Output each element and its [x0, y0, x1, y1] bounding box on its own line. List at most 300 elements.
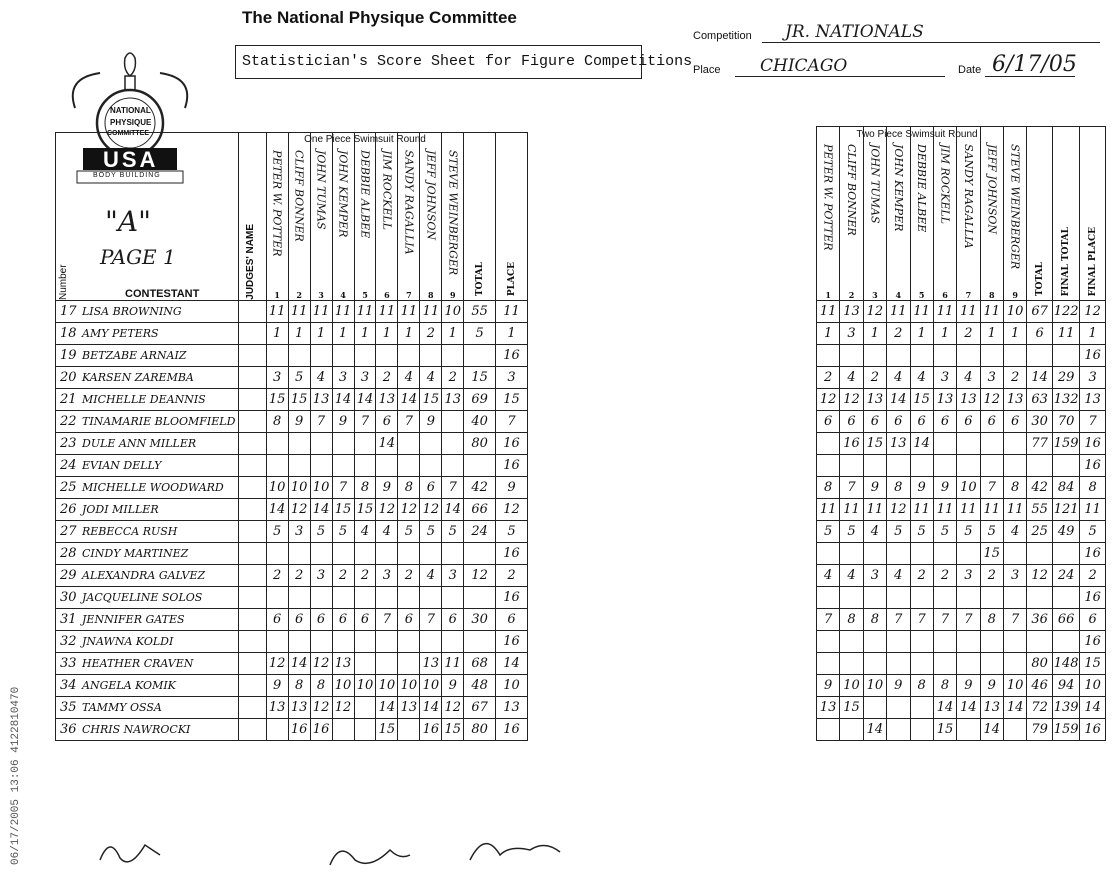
score-cell: 11 [980, 301, 1003, 323]
judges-blank-cell [238, 631, 266, 653]
score-cell [376, 631, 398, 653]
score-cell: 5 [398, 521, 420, 543]
total-cell [464, 345, 496, 367]
total-cell: 80 [464, 433, 496, 455]
score-cell: 14 [310, 499, 332, 521]
score-cell: 11 [910, 301, 933, 323]
score-cell [354, 631, 376, 653]
score-cell: 7 [310, 411, 332, 433]
final-place-cell: 10 [1080, 675, 1106, 697]
total-cell: 14 [1027, 367, 1053, 389]
place-cell: 10 [496, 675, 528, 697]
score-cell: 5 [887, 521, 910, 543]
table-row [56, 587, 528, 609]
contestant-name: ALEXANDRA GALVEZ [82, 569, 206, 582]
score-cell: 16 [288, 719, 310, 741]
score-cell [910, 587, 933, 609]
total-label: TOTAL [474, 261, 485, 296]
contestant-name: CINDY MARTINEZ [82, 547, 189, 560]
contestant-cell [56, 587, 239, 609]
score-cell: 10 [1004, 301, 1027, 323]
score-cell: 16 [310, 719, 332, 741]
score-cell: 14 [910, 433, 933, 455]
contestant-name: MICHELLE DEANNIS [82, 393, 206, 406]
score-cell: 6 [863, 411, 886, 433]
score-cell: 8 [840, 609, 863, 631]
score-cell: 1 [442, 323, 464, 345]
score-cell [288, 631, 310, 653]
score-cell [1004, 587, 1027, 609]
logo-text-top: NATIONAL [110, 106, 151, 115]
total-cell: 48 [464, 675, 496, 697]
table-row [56, 609, 528, 631]
score-cell [840, 587, 863, 609]
judge-number: 6 [384, 290, 390, 300]
table-row [817, 675, 1106, 697]
total-cell [464, 543, 496, 565]
score-cell: 13 [840, 301, 863, 323]
score-cell [420, 455, 442, 477]
score-cell: 7 [1004, 609, 1027, 631]
total-label-header [464, 133, 496, 301]
judge-column-4 [887, 127, 910, 301]
score-cell [1004, 631, 1027, 653]
total-cell: 80 [1027, 653, 1053, 675]
final-total-cell: 29 [1052, 367, 1079, 389]
score-cell [354, 719, 376, 741]
score-cell: 4 [354, 521, 376, 543]
score-cell: 12 [980, 389, 1003, 411]
score-cell: 4 [887, 565, 910, 587]
score-cell [1004, 455, 1027, 477]
total-cell [464, 587, 496, 609]
score-cell [288, 587, 310, 609]
judge-name: PETER W. POTTER [270, 150, 284, 257]
score-cell [1004, 543, 1027, 565]
score-cell [887, 631, 910, 653]
score-cell: 2 [1004, 367, 1027, 389]
score-cell: 1 [332, 323, 354, 345]
score-cell [887, 587, 910, 609]
score-cell: 1 [354, 323, 376, 345]
score-cell: 7 [817, 609, 840, 631]
judge-name: CLIFF BONNER [845, 144, 859, 236]
table-row [817, 587, 1106, 609]
score-cell: 13 [332, 653, 354, 675]
final-place-cell: 14 [1080, 697, 1106, 719]
contestant-number: 35 [60, 700, 77, 715]
score-cell: 7 [332, 477, 354, 499]
score-cell [887, 455, 910, 477]
score-cell: 7 [887, 609, 910, 631]
final-place-cell: 7 [1080, 411, 1106, 433]
table-row [817, 653, 1106, 675]
place-cell: 16 [496, 631, 528, 653]
contestant-cell [56, 477, 239, 499]
score-cell [310, 433, 332, 455]
table-row [56, 367, 528, 389]
score-cell: 12 [376, 499, 398, 521]
score-cell [840, 345, 863, 367]
score-cell [354, 345, 376, 367]
score-cell: 1 [817, 323, 840, 345]
score-cell [817, 653, 840, 675]
score-cell: 6 [332, 609, 354, 631]
final-place-cell: 16 [1080, 631, 1106, 653]
page-mark: PAGE 1 [100, 245, 176, 269]
score-cell: 14 [332, 389, 354, 411]
place-cell: 12 [496, 499, 528, 521]
table-row [817, 455, 1106, 477]
final-total-cell: 121 [1052, 499, 1079, 521]
score-cell: 5 [332, 521, 354, 543]
judge-number: 1 [274, 290, 280, 300]
score-cell: 9 [266, 675, 288, 697]
score-cell [398, 587, 420, 609]
score-cell [420, 433, 442, 455]
score-cell: 11 [910, 499, 933, 521]
table-row [817, 543, 1106, 565]
place-line [735, 76, 945, 77]
score-cell [310, 587, 332, 609]
contestant-name: HEATHER CRAVEN [82, 657, 194, 670]
total-cell: 40 [464, 411, 496, 433]
score-cell [398, 543, 420, 565]
score-cell: 4 [957, 367, 980, 389]
score-cell: 15 [840, 697, 863, 719]
judge-name: SANDY RAGALLIA [961, 144, 975, 249]
logo-usa: USA [103, 147, 159, 172]
score-cell: 13 [957, 389, 980, 411]
judges-blank-cell [238, 499, 266, 521]
final-place-cell: 12 [1080, 301, 1106, 323]
table-row [817, 301, 1106, 323]
score-cell [332, 631, 354, 653]
score-cell: 11 [817, 499, 840, 521]
score-cell: 10 [354, 675, 376, 697]
judge-number: 7 [965, 290, 972, 300]
score-cell: 4 [420, 565, 442, 587]
place-label: PLACE [506, 261, 517, 296]
score-cell: 4 [910, 367, 933, 389]
page-title: The National Physique Committee [242, 8, 517, 27]
table-row [56, 499, 528, 521]
score-cell [1004, 653, 1027, 675]
score-cell [332, 543, 354, 565]
score-cell: 13 [1004, 389, 1027, 411]
contestant-column-label: CONTESTANT [125, 288, 200, 300]
score-cell: 14 [398, 389, 420, 411]
score-cell: 7 [442, 477, 464, 499]
score-cell [376, 543, 398, 565]
score-cell [933, 653, 956, 675]
score-cell [266, 543, 288, 565]
final-place-cell: 1 [1080, 323, 1106, 345]
table-row [56, 433, 528, 455]
score-cell [398, 345, 420, 367]
place-cell: 16 [496, 719, 528, 741]
score-cell: 11 [420, 301, 442, 323]
final-place-cell: 16 [1080, 587, 1106, 609]
score-cell [817, 543, 840, 565]
total-cell: 6 [1027, 323, 1053, 345]
score-cell: 2 [288, 565, 310, 587]
contestant-number: 34 [60, 678, 77, 693]
score-cell: 2 [376, 367, 398, 389]
score-cell [442, 587, 464, 609]
score-cell: 14 [887, 389, 910, 411]
total-cell [1027, 631, 1053, 653]
score-cell: 9 [332, 411, 354, 433]
score-cell [288, 455, 310, 477]
score-cell [933, 345, 956, 367]
score-cell: 10 [398, 675, 420, 697]
total-label-header [1027, 127, 1053, 301]
score-cell: 8 [266, 411, 288, 433]
score-cell [863, 631, 886, 653]
total-cell: 63 [1027, 389, 1053, 411]
score-cell: 10 [957, 477, 980, 499]
table-row [56, 301, 528, 323]
score-cell: 6 [442, 609, 464, 631]
final-total-cell: 122 [1052, 301, 1079, 323]
judge-number: 3 [318, 290, 324, 300]
competition-label: Competition [693, 30, 752, 42]
contestant-number: 22 [60, 414, 77, 429]
final-total-cell: 66 [1052, 609, 1079, 631]
score-cell: 13 [980, 697, 1003, 719]
judge-name: JEFF JOHNSON [424, 150, 438, 241]
table-row [817, 477, 1106, 499]
date-value: 6/17/05 [992, 52, 1077, 77]
score-cell: 5 [933, 521, 956, 543]
table-row [56, 653, 528, 675]
score-cell: 10 [310, 477, 332, 499]
score-cell: 5 [442, 521, 464, 543]
score-cell [354, 653, 376, 675]
score-cell: 2 [887, 323, 910, 345]
place-cell: 7 [496, 411, 528, 433]
score-cell [817, 719, 840, 741]
total-cell: 42 [464, 477, 496, 499]
score-cell [957, 345, 980, 367]
score-cell: 5 [288, 367, 310, 389]
place-cell: 9 [496, 477, 528, 499]
final-total-cell: 94 [1052, 675, 1079, 697]
score-cell: 15 [980, 543, 1003, 565]
judge-name: JOHN KEMPER [336, 150, 350, 238]
total-cell: 42 [1027, 477, 1053, 499]
score-cell: 6 [1004, 411, 1027, 433]
score-cell: 3 [933, 367, 956, 389]
score-cell [398, 455, 420, 477]
judges-blank-cell [238, 455, 266, 477]
score-cell: 5 [840, 521, 863, 543]
final-place-cell: 5 [1080, 521, 1106, 543]
judge-column-3 [863, 127, 886, 301]
score-cell: 5 [266, 521, 288, 543]
score-cell: 9 [863, 477, 886, 499]
score-cell: 9 [887, 675, 910, 697]
judge-name: JEFF JOHNSON [985, 144, 999, 235]
judges-blank-cell [238, 345, 266, 367]
score-cell: 11 [980, 499, 1003, 521]
contestant-name: BETZABE ARNAIZ [82, 349, 187, 362]
score-cell: 13 [376, 389, 398, 411]
score-cell [1004, 719, 1027, 741]
place-cell: 2 [496, 565, 528, 587]
score-cell: 4 [376, 521, 398, 543]
score-cell: 1 [376, 323, 398, 345]
score-cell: 1 [1004, 323, 1027, 345]
score-cell: 15 [933, 719, 956, 741]
score-cell: 11 [288, 301, 310, 323]
place-cell: 16 [496, 455, 528, 477]
judges-blank-cell [238, 433, 266, 455]
score-cell [933, 543, 956, 565]
score-cell: 8 [933, 675, 956, 697]
score-cell [266, 433, 288, 455]
judges-blank-cell [238, 521, 266, 543]
score-cell: 15 [442, 719, 464, 741]
score-cell [817, 587, 840, 609]
score-cell [910, 719, 933, 741]
contestant-name: JNAWNA KOLDI [82, 635, 174, 648]
judge-number: 5 [362, 290, 368, 300]
score-cell: 8 [310, 675, 332, 697]
final-place-cell: 16 [1080, 455, 1106, 477]
table-row [56, 565, 528, 587]
judge-column-9 [442, 133, 464, 301]
score-cell: 11 [957, 499, 980, 521]
table-row [817, 323, 1106, 345]
final-total-cell: 159 [1052, 719, 1079, 741]
score-cell: 3 [288, 521, 310, 543]
score-cell [288, 543, 310, 565]
contestant-cell [56, 345, 239, 367]
place-cell: 16 [496, 587, 528, 609]
judge-column-4 [332, 133, 354, 301]
table-row [817, 367, 1106, 389]
score-cell: 2 [398, 565, 420, 587]
score-cell: 11 [376, 301, 398, 323]
score-cell: 1 [266, 323, 288, 345]
contestant-name: DULE ANN MILLER [82, 437, 197, 450]
score-cell: 12 [310, 653, 332, 675]
score-cell: 12 [817, 389, 840, 411]
score-cell: 15 [910, 389, 933, 411]
score-cell: 15 [376, 719, 398, 741]
score-cell [442, 543, 464, 565]
judges-blank-cell [238, 653, 266, 675]
score-cell: 3 [863, 565, 886, 587]
judges-blank-cell [238, 323, 266, 345]
contestant-name: TAMMY OSSA [82, 701, 162, 714]
score-cell: 3 [266, 367, 288, 389]
score-cell [310, 631, 332, 653]
score-cell [332, 345, 354, 367]
judge-number: 1 [825, 290, 831, 300]
judge-number: 7 [406, 290, 412, 300]
judges-blank-cell [238, 609, 266, 631]
score-cell: 4 [817, 565, 840, 587]
total-cell: 77 [1027, 433, 1053, 455]
contestant-cell [56, 631, 239, 653]
score-cell: 2 [354, 565, 376, 587]
score-cell: 1 [310, 323, 332, 345]
place-label-header [496, 133, 528, 301]
place-cell: 3 [496, 367, 528, 389]
number-column-label: Number [58, 264, 69, 300]
score-cell [266, 587, 288, 609]
score-cell: 9 [442, 675, 464, 697]
contestant-cell [56, 521, 239, 543]
contestant-name: TINAMARIE BLOOMFIELD [82, 415, 236, 428]
score-cell: 9 [817, 675, 840, 697]
judge-name: PETER W. POTTER [821, 144, 835, 251]
score-cell: 9 [910, 477, 933, 499]
competition-line [762, 42, 1100, 43]
final-total-cell [1052, 631, 1079, 653]
score-cell: 10 [442, 301, 464, 323]
score-cell [817, 433, 840, 455]
score-cell: 14 [863, 719, 886, 741]
score-cell: 2 [910, 565, 933, 587]
score-cell [933, 631, 956, 653]
score-cell: 6 [310, 609, 332, 631]
score-cell: 6 [354, 609, 376, 631]
total-cell: 15 [464, 367, 496, 389]
judges-blank-cell [238, 697, 266, 719]
score-cell: 8 [1004, 477, 1027, 499]
final-place-cell: 16 [1080, 345, 1106, 367]
score-cell: 1 [288, 323, 310, 345]
score-cell: 4 [398, 367, 420, 389]
judges-blank-cell [238, 587, 266, 609]
judges-blank-cell [238, 301, 266, 323]
contestant-cell [56, 675, 239, 697]
contestant-cell [56, 499, 239, 521]
score-cell [420, 587, 442, 609]
score-cell: 8 [817, 477, 840, 499]
contestant-name: JACQUELINE SOLOS [82, 591, 203, 604]
place-cell: 16 [496, 345, 528, 367]
score-cell: 5 [980, 521, 1003, 543]
judge-column-5 [910, 127, 933, 301]
score-cell: 14 [933, 697, 956, 719]
table-row [817, 719, 1106, 741]
judge-number: 4 [340, 290, 346, 300]
score-cell: 9 [288, 411, 310, 433]
contestant-cell [56, 433, 239, 455]
judge-column-7 [957, 127, 980, 301]
judge-column-9 [1004, 127, 1027, 301]
score-cell: 3 [1004, 565, 1027, 587]
judge-name: STEVE WEINBERGER [446, 150, 460, 276]
score-cell: 6 [957, 411, 980, 433]
score-cell: 10 [376, 675, 398, 697]
score-cell: 2 [933, 565, 956, 587]
total-cell: 80 [464, 719, 496, 741]
total-cell: 66 [464, 499, 496, 521]
score-cell [957, 455, 980, 477]
final-total-cell: 132 [1052, 389, 1079, 411]
place-cell: 16 [496, 433, 528, 455]
score-cell [863, 587, 886, 609]
final-place-cell: 13 [1080, 389, 1106, 411]
score-cell [442, 631, 464, 653]
contestant-number: 30 [60, 590, 77, 605]
